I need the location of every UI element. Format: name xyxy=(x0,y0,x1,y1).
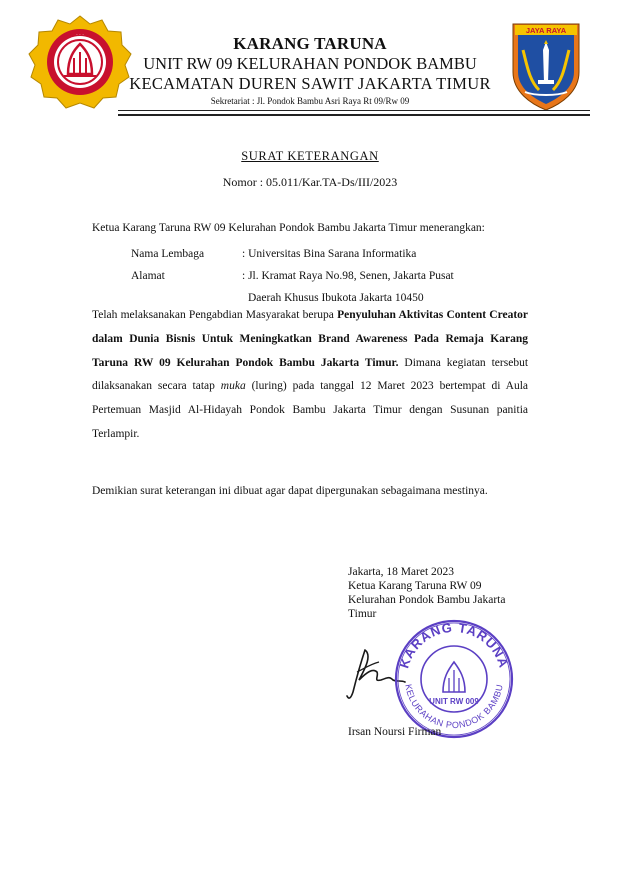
district-line: KECAMATAN DUREN SAWIT JAKARTA TIMUR xyxy=(129,74,491,93)
body-detail-b: (luring) pada tanggal 12 Maret 2023 bertempat di Aula Pertemuan Masjid Al-Hidayah Pondok Bambu Jakarta Timur dengan Susunan panitia Terlampir. xyxy=(92,380,528,440)
jaya-raya-text: JAYA RAYA xyxy=(525,26,567,35)
document-number: Nomor : 05.011/Kar.TA-Ds/III/2023 xyxy=(222,175,398,189)
org-name: KARANG TARUNA xyxy=(233,34,387,53)
alamat-value-line1: : Jl. Kramat Raya No.98, Senen, Jakarta Pusat xyxy=(242,270,454,282)
body-lead: Telah melaksanakan Pengabdian Masyarakat berupa xyxy=(92,309,334,321)
stamp-unit-text: UNIT RW 009 xyxy=(429,697,479,706)
closing-text: Demikian surat keterangan ini dibuat agar dapat dipergunakan sebagaimana mestinya. xyxy=(92,485,488,497)
unit-line: UNIT RW 09 KELURAHAN PONDOK BAMBU xyxy=(143,54,477,73)
activity-title: Penyuluhan Aktivitas Content Creator dalam Dunia Bisnis Untuk Meningkatkan Brand Awareness Pada Remaja Karang Taruna RW 09 Kelurahan Pondok Bambu Jakarta Timur. xyxy=(92,309,528,369)
alamat-value-line2: Daerah Khusus Ibukota Jakarta 10450 xyxy=(248,292,424,304)
official-stamp xyxy=(393,618,515,740)
intro-text: Ketua Karang Taruna RW 09 Kelurahan Pondok Bambu Jakarta Timur menerangkan: xyxy=(92,222,485,234)
alamat-label: Alamat xyxy=(131,270,165,282)
lembaga-label: Nama Lembaga xyxy=(131,248,205,260)
body-detail-a: Dimana kegiatan tersebut dilaksanakan secara tatap xyxy=(92,356,529,393)
stamp-bottom-text: KELURAHAN PONDOK BAMBU xyxy=(403,683,505,731)
secretariat-address: Sekretariat : Jl. Pondok Bambu Asri Raya Rt 09/Rw 09 xyxy=(210,96,410,106)
body-paragraph xyxy=(92,304,528,447)
lembaga-value: : Universitas Bina Sarana Informatika xyxy=(242,248,417,260)
letterhead-divider-thin xyxy=(118,110,590,111)
signer-name: Irsan Noursi Firman xyxy=(348,726,442,738)
svg-text:· · ·: · · · xyxy=(76,32,84,38)
document-title: SURAT KETERANGAN xyxy=(241,149,379,163)
stamp-top-text: KARANG TARUNA xyxy=(396,619,512,671)
role-line-1: Ketua Karang Taruna RW 09 xyxy=(348,580,482,592)
body-detail-muka: muka xyxy=(220,380,246,393)
letterhead-divider-thick xyxy=(118,114,590,116)
role-line-2: Kelurahan Pondok Bambu Jakarta xyxy=(348,594,506,606)
role-line-3: Timur xyxy=(348,608,377,620)
place-date: Jakarta, 18 Maret 2023 xyxy=(348,566,455,578)
